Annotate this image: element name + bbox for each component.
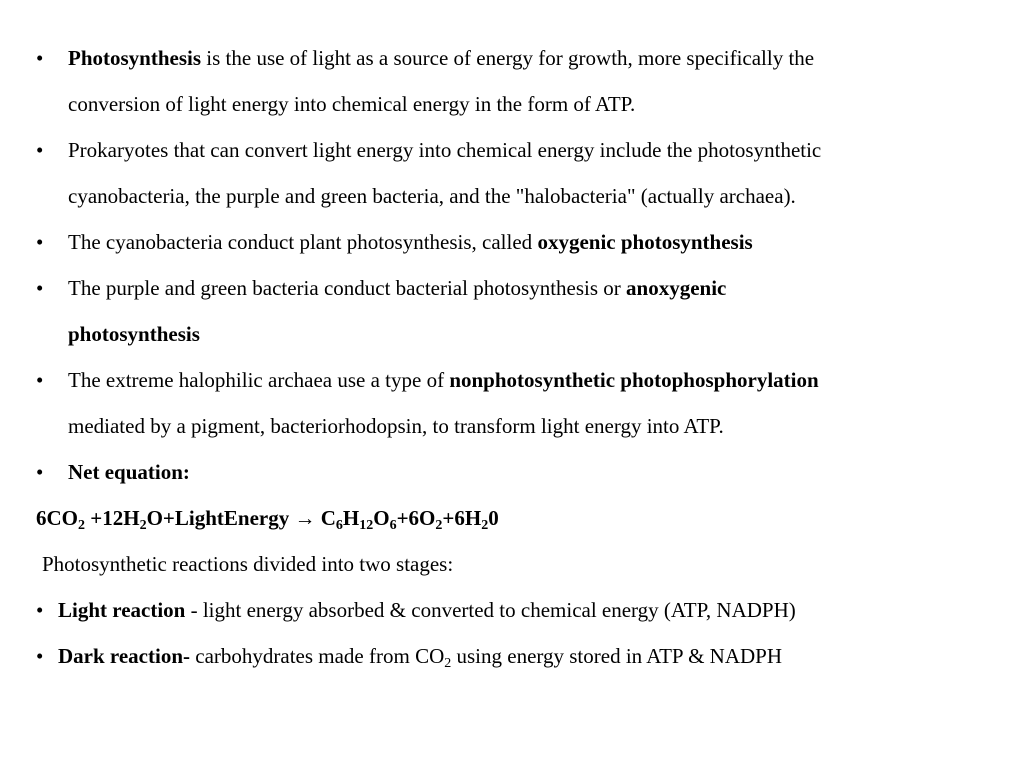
bullet-2-line-2: cyanobacteria, the purple and green bacteria, and the "halobacteria" (actually archaea). [68, 184, 796, 208]
bullet-1-line-1: Photosynthesis is the use of light as a source of energy for growth, more specifically the [68, 46, 815, 70]
dark-reaction-line: Dark reaction- carbohydrates made from $CO_2$ using energy stored in ATP & NADPH [58, 644, 782, 671]
bullet-marker: • [36, 644, 44, 668]
bullet-marker: • [36, 368, 44, 392]
bullet-4-line-2 [68, 311, 200, 357]
bullet-5-line-2: mediated by a pigment, bacteriorhodopsin, to transform light energy into ATP. [68, 414, 724, 438]
bullet-marker: • [36, 276, 44, 300]
bullet-6-line-1 [68, 449, 190, 495]
net-equation: $6CO_2$ $+12H_2O+LightEnergy \to C_6H_{12}O_6+6O_2+6H_20$ [36, 506, 499, 533]
bullet-marker: • [36, 598, 44, 622]
term-dark-reaction: Dark reaction- [58, 644, 190, 668]
bullet-2-line-1: Prokaryotes that can convert light energy into chemical energy include the photosynthetic [68, 138, 822, 162]
net-equation-label: Net equation: [68, 460, 190, 484]
bullet-marker: • [36, 230, 44, 254]
term-photosynthesis: Photosynthesis [68, 46, 202, 70]
term-nonphotosynthetic-photophosphorylation: nonphotosynthetic photophosphorylation [449, 368, 819, 392]
bullet-5-line-1: The extreme halophilic archaea use a type of nonphotosynthetic photophosphorylation [68, 368, 819, 392]
bullet-marker: • [36, 460, 44, 484]
bullet-3-line-1: The cyanobacteria conduct plant photosynthesis, called oxygenic photosynthesis [68, 230, 753, 254]
light-reaction-line: Light reaction - light energy absorbed & converted to chemical energy (ATP, NADPH) [58, 598, 796, 622]
term-photosynthesis-2: photosynthesis [68, 322, 200, 346]
bullet-marker: • [36, 46, 44, 70]
term-anoxygenic: anoxygenic [626, 276, 727, 300]
term-oxygenic-photosynthesis: oxygenic photosynthesis [537, 230, 753, 254]
bullet-4-line-1: The purple and green bacteria conduct bacterial photosynthesis or anoxygenic [68, 276, 727, 300]
bullet-1-line-2: conversion of light energy into chemical energy in the form of ATP. [68, 92, 636, 116]
bullet-marker: • [36, 138, 44, 162]
stages-intro: Photosynthetic reactions divided into two stages: [42, 552, 454, 576]
term-light-reaction: Light reaction [58, 598, 186, 622]
